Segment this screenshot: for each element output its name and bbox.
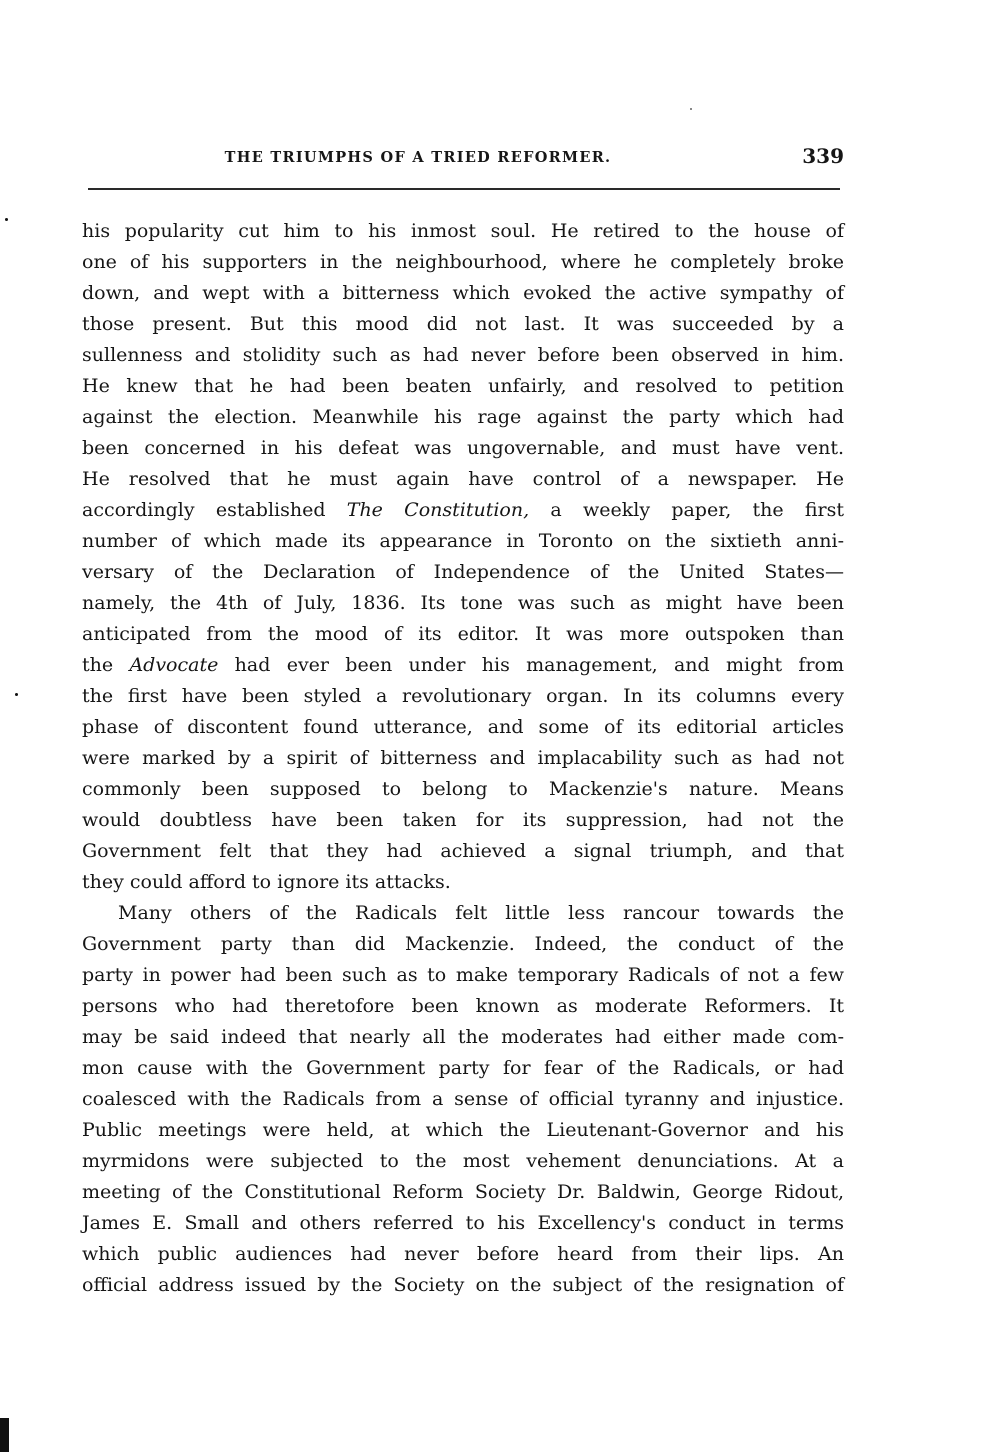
page-number: 339 [802, 144, 844, 168]
text-run: had ever been under his management, and might from [218, 654, 845, 676]
text-line: the first have been styled a revolutionary organ. In its columns every [82, 685, 844, 707]
text-line: were marked by a spirit of bitterness and implacability such as had not [82, 747, 844, 769]
text-line: official address issued by the Society on the subject of the resignation of [82, 1274, 844, 1296]
text-line: persons who had theretofore been known as moderate Reformers. It [82, 995, 844, 1017]
text-line: his popularity cut him to his inmost soul. He retired to the house of [82, 220, 844, 242]
text-line: one of his supporters in the neighbourhood, where he completely broke [82, 251, 844, 273]
running-head [88, 144, 844, 174]
scan-edge-mark [0, 1418, 9, 1452]
text-line [82, 495, 844, 526]
text-line: been concerned in his defeat was ungovernable, and must have vent. [82, 437, 844, 459]
text-line [82, 650, 844, 681]
text-line: party in power had been such as to make temporary Radicals of not a few [82, 964, 844, 986]
text-line: He resolved that he must again have control of a newspaper. He [82, 468, 844, 490]
text-line: would doubtless have been taken for its suppression, had not the [82, 809, 844, 831]
text-line: those present. But this mood did not last. It was succeeded by a [82, 313, 844, 335]
text-line: against the election. Meanwhile his rage against the party which had [82, 406, 844, 428]
text-line: namely, the 4th of July, 1836. Its tone was such as might have been [82, 592, 844, 614]
text-line: they could afford to ignore its attacks. [82, 871, 451, 893]
text-line: coalesced with the Radicals from a sense of official tyranny and injustice. [82, 1088, 844, 1110]
text-line: sullenness and stolidity such as had never before been observed in him. [82, 344, 844, 366]
text-line: meeting of the Constitutional Reform Society Dr. Baldwin, George Ridout, [82, 1181, 844, 1203]
newspaper-title-italic: Advocate [129, 654, 219, 676]
running-title: THE TRIUMPHS OF A TRIED REFORMER. [224, 149, 612, 166]
text-line: Government felt that they had achieved a signal triumph, and that [82, 840, 844, 862]
text-line: Many others of the Radicals felt little less rancour towards the [118, 902, 844, 924]
newspaper-title-italic: The Constitution, [346, 499, 530, 521]
scan-speck [15, 693, 18, 696]
text-line: anticipated from the mood of its editor. It was more outspoken than [82, 623, 844, 645]
text-line: myrmidons were subjected to the most vehement denunciations. At a [82, 1150, 844, 1172]
text-line: Government party than did Mackenzie. Indeed, the conduct of the [82, 933, 844, 955]
text-run: a weekly paper, the first [529, 499, 845, 521]
scan-speck [690, 108, 692, 110]
text-run: the [82, 654, 130, 676]
text-line: commonly been supposed to belong to Mackenzie's nature. Means [82, 778, 844, 800]
header-rule [88, 188, 840, 190]
scan-speck [5, 218, 8, 221]
text-line: number of which made its appearance in Toronto on the sixtieth anni- [82, 530, 844, 552]
text-line: James E. Small and others referred to his Excellency's conduct in terms [82, 1212, 844, 1234]
text-line: He knew that he had been beaten unfairly, and resolved to petition [82, 375, 844, 397]
text-line: mon cause with the Government party for fear of the Radicals, or had [82, 1057, 844, 1079]
body-text [82, 216, 844, 1301]
text-line: phase of discontent found utterance, and some of its editorial articles [82, 716, 844, 738]
text-line: down, and wept with a bitterness which evoked the active sympathy of [82, 282, 844, 304]
text-line: which public audiences had never before heard from their lips. An [82, 1243, 844, 1265]
text-run: accordingly established [82, 499, 347, 521]
text-line: may be said indeed that nearly all the moderates had either made com- [82, 1026, 844, 1048]
text-line: Public meetings were held, at which the Lieutenant-Governor and his [82, 1119, 844, 1141]
text-line: versary of the Declaration of Independence of the United States— [82, 561, 844, 583]
